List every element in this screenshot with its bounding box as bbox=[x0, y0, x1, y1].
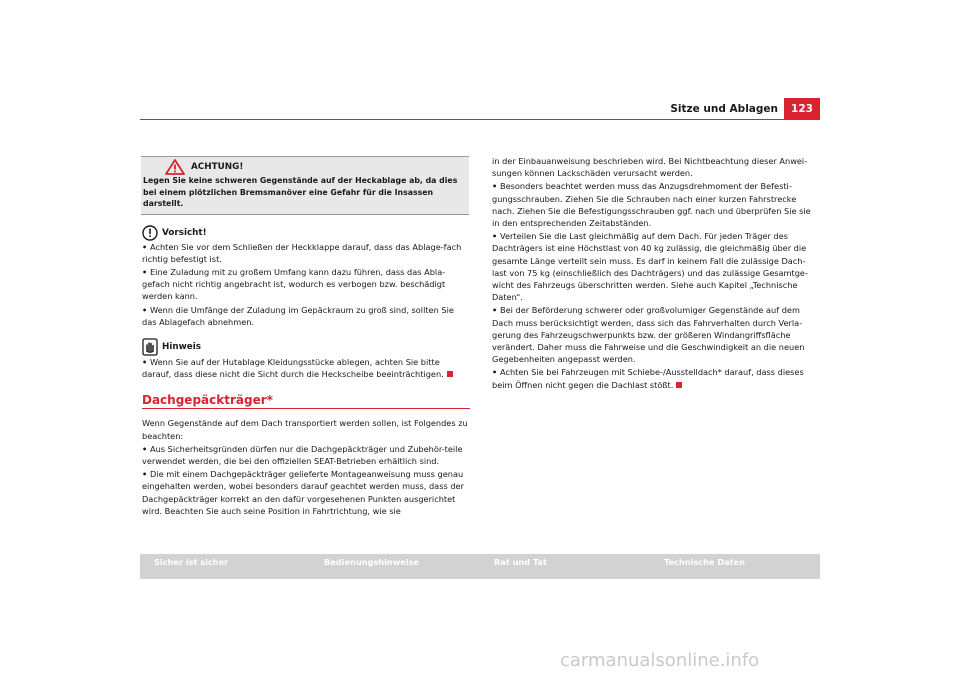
list-item: • Verteilen Sie die Last gleichmäßig auf dem Dach. Für jeden Träger des Dachträgers ist eine Höchstlast von 40 kg zulässig, die gleichmäßig über die gesamte Länge verteilt sein muss. Es darf in keinem Fall die zulässige Dach-last von 75 kg (einschließlich des Dachträgers) und das zulässige Gesamtge-wicht des Fahrzeugs überschritten werden. Siehe auch Kapitel „Technische Daten“. bbox=[492, 231, 808, 303]
bullet-icon: • bbox=[492, 305, 498, 316]
warning-heading bbox=[165, 159, 465, 175]
list-item: • Wenn Sie auf der Hutablage Kleidungsstücke ablegen, achten Sie bitte darauf, dass diese nicht die Sicht durch die Heckscheibe beeinträchtigen. bbox=[142, 356, 470, 380]
bullet-icon: • bbox=[142, 304, 148, 315]
section-divider bbox=[142, 408, 470, 409]
hand-note-icon bbox=[142, 338, 158, 356]
page-header-title: Sitze und Ablagen bbox=[670, 103, 778, 115]
section-title: Dachgepäckträger* bbox=[142, 393, 273, 408]
note-title: Hinweis bbox=[162, 341, 201, 352]
bullet-icon: • bbox=[492, 231, 498, 242]
bullet-icon: • bbox=[142, 266, 148, 277]
list-item: • Achten Sie bei Fahrzeugen mit Schiebe-/Ausstelldach* darauf, dass dieses beim Öffnen nicht gegen die Dachlast stößt. bbox=[492, 367, 804, 390]
header-divider bbox=[140, 119, 820, 120]
list-item: • Eine Zuladung mit zu großem Umfang kann dazu führen, dass das Abla-gefach nicht richtig angebracht ist, wodurch es verbogen bzw. beschädigt werden kann. bbox=[142, 266, 446, 302]
bullet-icon: • bbox=[142, 443, 148, 454]
list-item: • Achten Sie vor dem Schließen der Heckklappe darauf, dass das Ablage-fach richtig befestigt ist. bbox=[142, 241, 462, 264]
list-item: • Die mit einem Dachgepäckträger gelieferte Montageanweisung muss genau eingehalten werden, wobei besonders darauf geachtet werden muss, dass der Dachgepäckträger korrekt an den dafür vorgesehenen Punkten ausgerichtet wird. Beachten Sie auch seine Position in Fahrtrichtung, wie sie bbox=[142, 469, 464, 516]
continued-paragraph: in der Einbauanweisung beschrieben wird. Bei Nichtbeachtung dieser Anwei-sungen können Lackschäden verursacht werden. bbox=[492, 156, 808, 179]
bullet-icon: • bbox=[142, 241, 148, 252]
list-item: • Besonders beachtet werden muss das Anzugsdrehmoment der Befesti-gungsschrauben. Ziehen Sie die Schrauben nach einer kurzen Fahrstrecke nach. Ziehen Sie die Befestigungsschrauben ggf. nach und überprüfen Sie sie in den entsprechenden Zeitabständen. bbox=[492, 181, 811, 229]
note-heading bbox=[142, 338, 470, 356]
warning-text: Legen Sie keine schweren Gegenstände auf der Heckablage ab, da dies bei einem plötzlichen Bremsmanöver eine Gefahr für die Insassen darstellt. bbox=[143, 176, 458, 208]
section-intro: Wenn Gegenstände auf dem Dach transportiert werden sollen, ist Folgendes zu beachten: bbox=[142, 418, 468, 441]
end-of-section-marker bbox=[447, 371, 453, 377]
caution-exclamation-icon bbox=[142, 225, 158, 241]
watermark: carmanualsonline.info bbox=[560, 650, 760, 671]
left-column bbox=[142, 156, 470, 518]
page-number: 123 bbox=[784, 98, 820, 120]
end-of-section-marker bbox=[676, 382, 682, 388]
caution-heading bbox=[142, 225, 470, 241]
right-column bbox=[492, 155, 820, 392]
list-item: • Bei der Beförderung schwerer oder großvolumiger Gegenstände auf dem Dach muss berücksichtigt werden, dass sich das Fahrverhalten durch Verla-gerung des Fahrzeugschwerpunkts bzw. der größeren Windangriffsfläche verändert. Daher muss die Fahrweise und die Geschwindigkeit an die neuen Gegebenheiten angepasst werden. bbox=[492, 305, 805, 365]
footer-tab-bedienung[interactable]: Bedienungshinweise bbox=[324, 557, 420, 567]
bullet-icon: • bbox=[142, 469, 148, 480]
bullet-icon: • bbox=[492, 181, 498, 192]
footer-nav bbox=[140, 554, 820, 579]
footer-tab-technik[interactable]: Technische Daten bbox=[664, 557, 745, 567]
list-item: • Aus Sicherheitsgründen dürfen nur die Dachgepäckträger und Zubehör-teile verwendet werden, die bei den offiziellen SEAT-Betrieben erhältlich sind. bbox=[142, 443, 463, 466]
caution-title: Vorsicht! bbox=[162, 227, 207, 238]
list-item: • Wenn die Umfänge der Zuladung im Gepäckraum zu groß sind, sollten Sie das Ablagefach abnehmen. bbox=[142, 304, 454, 327]
warning-box bbox=[141, 156, 469, 215]
warning-title: ACHTUNG! bbox=[191, 162, 244, 172]
bullet-icon: • bbox=[492, 367, 498, 378]
footer-tab-rat[interactable]: Rat und Tat bbox=[494, 557, 547, 567]
bullet-icon: • bbox=[142, 356, 148, 367]
footer-tab-sicher[interactable]: Sicher ist sicher bbox=[154, 557, 229, 567]
warning-triangle-icon bbox=[165, 159, 185, 175]
